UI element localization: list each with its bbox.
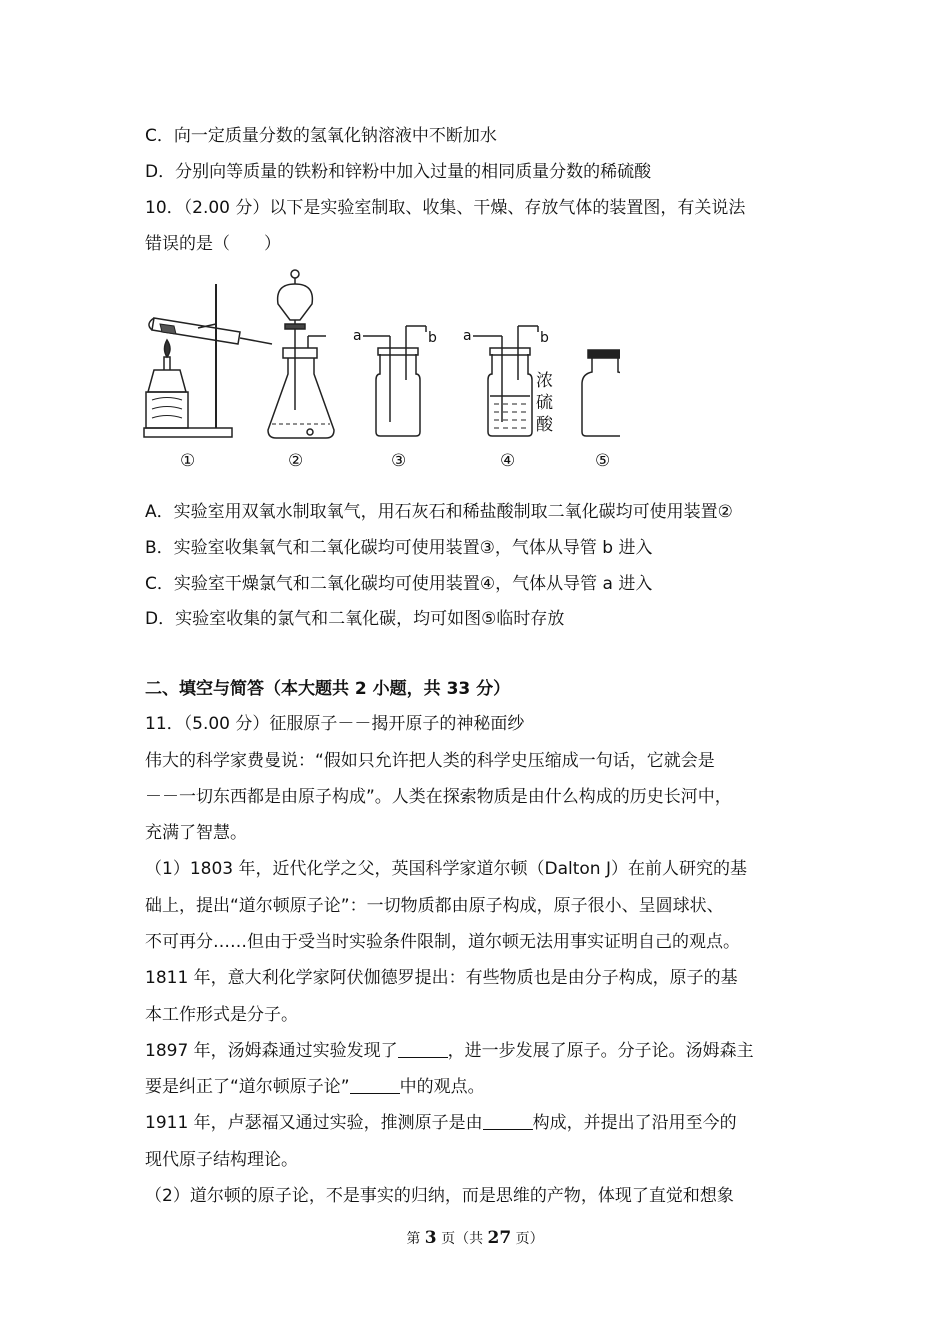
q11-line-3: 充满了智慧。 xyxy=(145,823,247,843)
apparatus-2-flask-funnel xyxy=(268,270,334,438)
apparatus-4-number: ④ xyxy=(500,451,516,471)
acid-label-char-1: 浓 xyxy=(536,371,553,391)
q11-line-1: 伟大的科学家费曼说：“假如只允许把人类的科学史压缩成一句话，它就会是 xyxy=(145,751,715,771)
apparatus-4-drying-bottle xyxy=(473,326,538,436)
footer-suffix: 页） xyxy=(515,1231,544,1247)
q10-stem-line1: 10．（2.00 分）以下是实验室制取、收集、干燥、存放气体的装置图，有关说法 xyxy=(145,198,746,218)
total-page-number: 27 xyxy=(487,1228,512,1248)
apparatus-5-number: ⑤ xyxy=(595,451,611,471)
q11-line-7: 1811 年，意大利化学家阿伏伽德罗提出：有些物质也是由分子构成，原子的基 xyxy=(145,968,738,988)
q11-line-9 xyxy=(145,1039,810,1063)
q11-line-10-part-2: 中的观点。 xyxy=(399,1077,485,1097)
apparatus-4-tube-b-label: b xyxy=(540,330,549,346)
q11-line-9-part-1: 1897 年，汤姆森通过实验发现了 xyxy=(145,1041,398,1061)
q11-line-13: （2）道尔顿的原子论，不是事实的归纳，而是思维的产物，体现了直觉和想象 xyxy=(145,1186,734,1206)
apparatus-3-number: ③ xyxy=(391,451,407,471)
q11-line-6: 不可再分……但由于受当时实验条件限制，道尔顿无法用事实证明自己的观点。 xyxy=(145,932,740,952)
acid-label-char-3: 酸 xyxy=(536,415,553,435)
q9-option-c: C．向一定质量分数的氢氧化钠溶液中不断加水 xyxy=(145,126,497,146)
q10-option-b: B．实验室收集氧气和二氧化碳均可使用装置③，气体从导管 b 进入 xyxy=(145,538,653,558)
q11-line-10 xyxy=(145,1075,810,1099)
q11-line-5: 础上，提出“道尔顿原子论”：一切物质都由原子构成，原子很小、呈圆球状、 xyxy=(145,896,724,916)
apparatus-2-number: ② xyxy=(288,451,304,471)
q9-option-d: D．分别向等质量的铁粉和锌粉中加入过量的相同质量分数的稀硫酸 xyxy=(145,162,652,182)
acid-label-char-2: 硫 xyxy=(536,393,553,413)
q11-title: 11．（5.00 分）征服原子－－揭开原子的神秘面纱 xyxy=(145,714,525,734)
apparatus-1-number: ① xyxy=(180,451,196,471)
footer-middle: 页（共 xyxy=(441,1231,484,1247)
q11-line-8: 本工作形式是分子。 xyxy=(145,1005,298,1025)
q11-line-9-part-2: ，进一步发展了原子。分子论。汤姆森主 xyxy=(447,1041,754,1061)
apparatus-1-heating-tube xyxy=(144,284,272,437)
q11-line-11 xyxy=(145,1111,810,1135)
q10-option-c: C．实验室干燥氯气和二氧化碳均可使用装置④，气体从导管 a 进入 xyxy=(145,574,653,594)
apparatus-3-tube-b-label: b xyxy=(428,330,437,346)
footer-prefix: 第 xyxy=(406,1231,421,1247)
answer-blank-1[interactable] xyxy=(398,1041,448,1058)
page-footer xyxy=(0,1228,950,1248)
current-page-number: 3 xyxy=(424,1228,437,1248)
q11-line-4: （1）1803 年，近代化学之父，英国科学家道尔顿（Dalton J）在前人研究的基 xyxy=(145,859,747,879)
lab-apparatus-figure xyxy=(140,262,620,474)
apparatus-3-collecting-bottle xyxy=(363,326,426,436)
q11-line-11-part-2: 构成，并提出了沿用至今的 xyxy=(532,1113,737,1133)
answer-blank-2[interactable] xyxy=(350,1077,400,1094)
q10-option-d: D．实验室收集的氯气和二氧化碳，均可如图⑤临时存放 xyxy=(145,609,565,629)
q11-line-10-part-1: 要是纠正了“道尔顿原子论” xyxy=(145,1077,350,1097)
apparatus-4-tube-a-label: a xyxy=(463,328,472,344)
q10-option-a: A．实验室用双氧水制取氧气，用石灰石和稀盐酸制取二氧化碳均可使用装置② xyxy=(145,502,733,522)
q11-line-2: －－一切东西都是由原子构成”。人类在探索物质是由什么构成的历史长河中， xyxy=(145,787,732,807)
answer-blank-3[interactable] xyxy=(483,1113,533,1130)
q10-stem-line2: 错误的是（ ） xyxy=(145,234,281,254)
section-2-heading: 二、填空与简答（本大题共 2 小题，共 33 分） xyxy=(145,679,511,699)
q11-line-12: 现代原子结构理论。 xyxy=(145,1150,298,1170)
q11-line-11-part-1: 1911 年，卢瑟福又通过实验，推测原子是由 xyxy=(145,1113,483,1133)
apparatus-3-tube-a-label: a xyxy=(353,328,362,344)
apparatus-5-storage-bottle xyxy=(582,350,620,436)
